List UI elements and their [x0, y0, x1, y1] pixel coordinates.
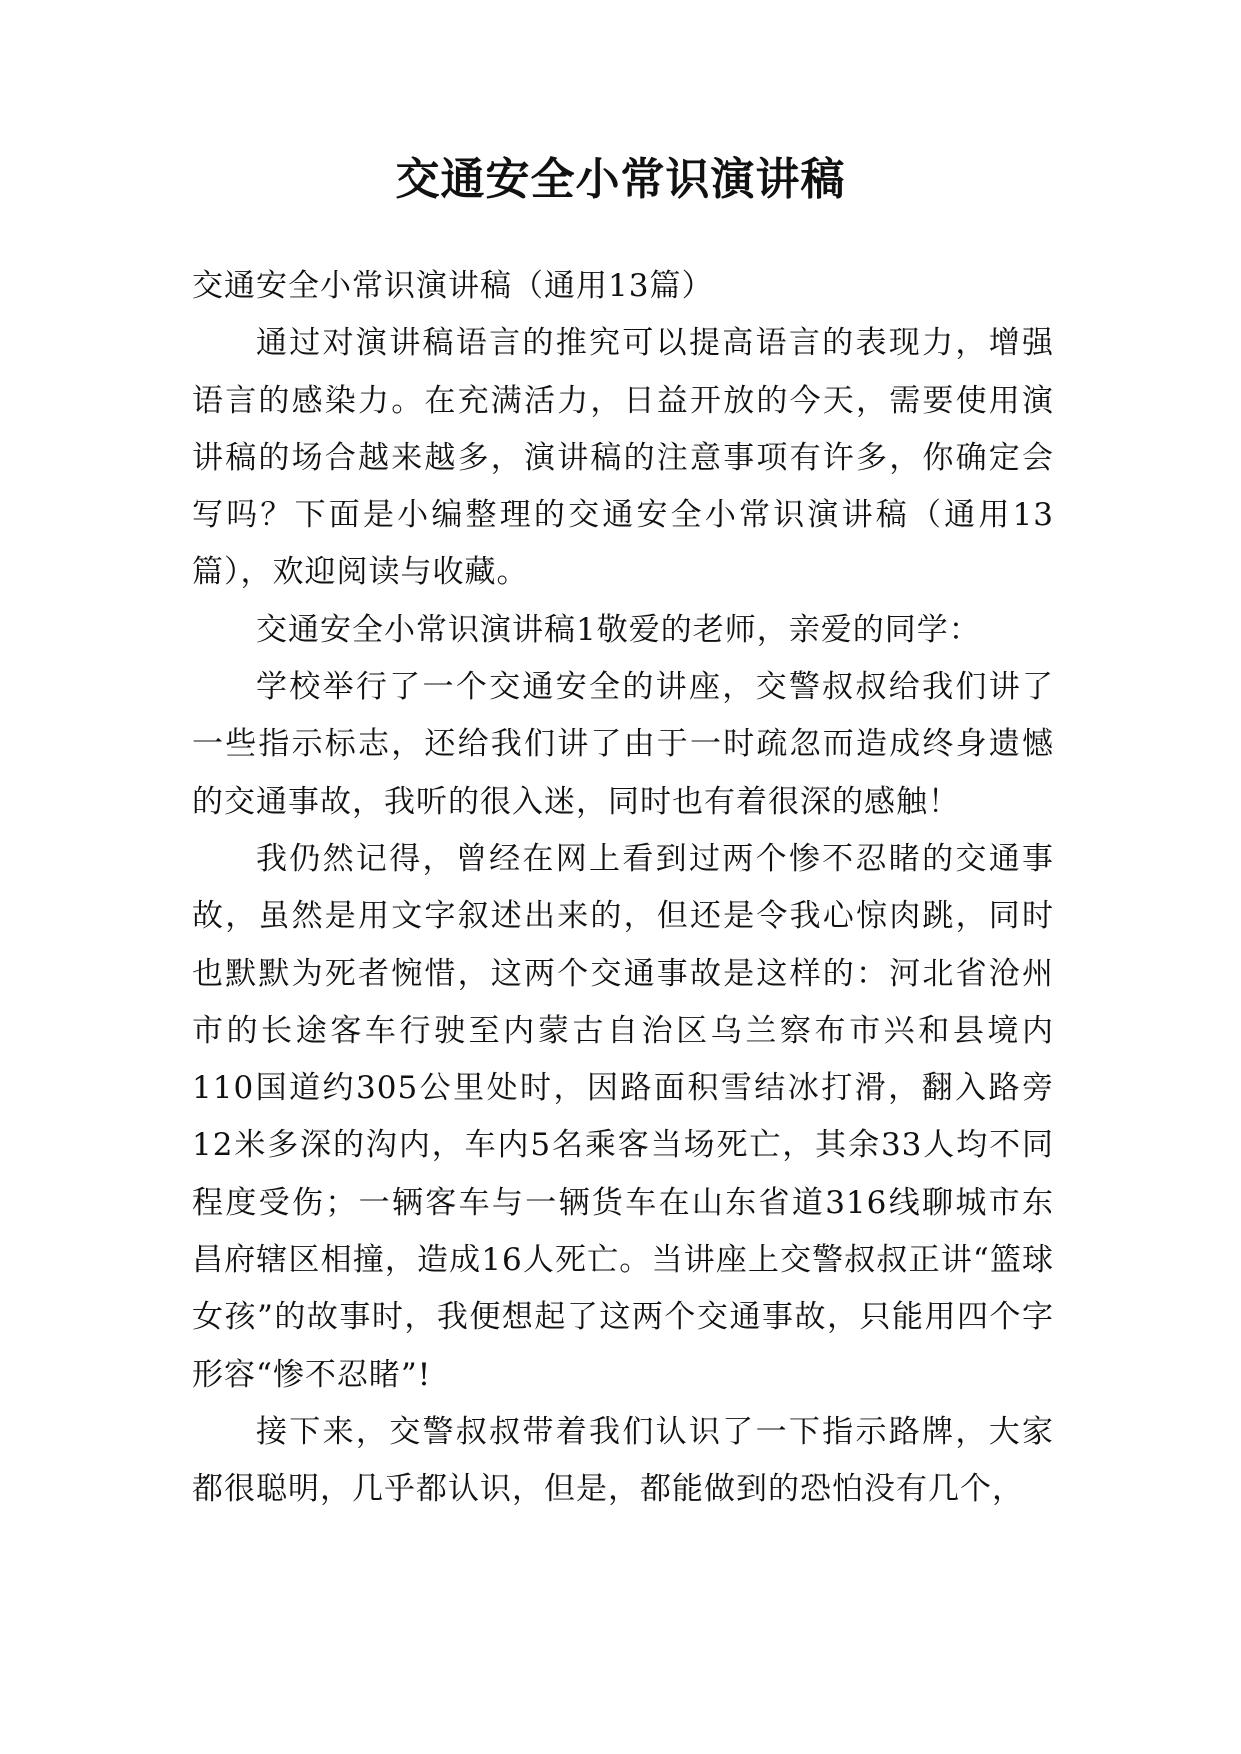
paragraph-greeting: 交通安全小常识演讲稿1敬爱的老师，亲爱的同学：	[256, 611, 981, 648]
paragraph-lecture: 学校举行了一个交通安全的讲座，交警叔叔给我们讲了一些指示标志，还给我们讲了由于一时疏忽而造成终身遗憾的交通事故，我听的很入迷，同时也有着很深的感触！	[192, 669, 1054, 820]
document-subtitle: 交通安全小常识演讲稿（通用13篇）	[192, 268, 714, 304]
paragraph-intro: 通过对演讲稿语言的推究可以提高语言的表现力，增强语言的感染力。在充满活力，日益开放的今天，需要使用演讲稿的场合越来越多，演讲稿的注意事项有许多，你确定会写吗？下面是小编整理的交通安全小常识演讲稿（通用13篇），欢迎阅读与收藏。	[192, 325, 1054, 591]
paragraph-road-signs: 接下来，交警叔叔带着我们认识了一下指示路牌，大家都很聪明，几乎都认识，但是，都能做到的恐怕没有几个，	[192, 1413, 1054, 1508]
document-body	[192, 258, 1054, 1519]
paragraph-accidents: 我仍然记得，曾经在网上看到过两个惨不忍睹的交通事故，虽然是用文字叙述出来的，但还是令我心惊肉跳，同时也默默为死者惋惜，这两个交通事故是这样的：河北省沧州市的长途客车行驶至内蒙古自治区乌兰察布市兴和县境内110国道约305公里处时，因路面积雪结冰打滑，翻入路旁12米多深的沟内，车内5名乘客当场死亡，其余33人均不同程度受伤；一辆客车与一辆货车在山东省道316线聊城市东昌府辖区相撞，造成16人死亡。当讲座上交警叔叔正讲“篮球女孩”的故事时，我便想起了这两个交通事故，只能用四个字形容“惨不忍睹”!	[192, 840, 1054, 1393]
document-title: 交通安全小常识演讲稿	[395, 154, 846, 205]
